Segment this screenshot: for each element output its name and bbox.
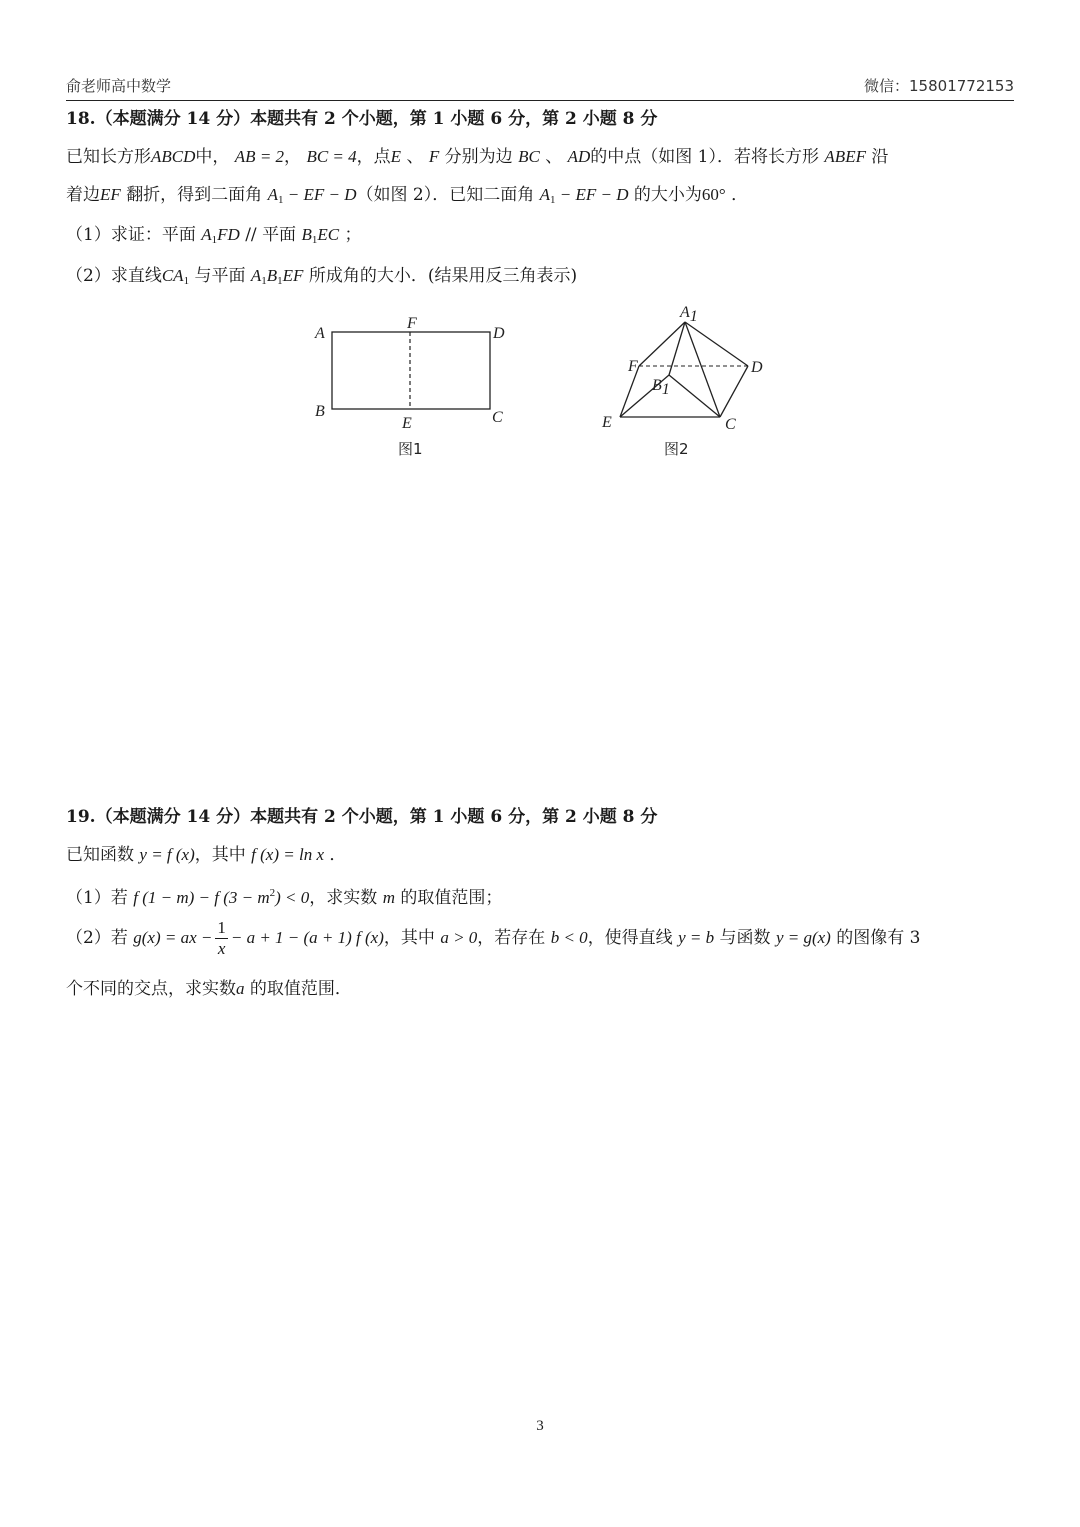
math: a > 0 bbox=[440, 928, 478, 947]
folded-diagram bbox=[590, 300, 780, 440]
superscript: 2 bbox=[269, 887, 276, 899]
subscript: 1 bbox=[311, 234, 318, 246]
text: 、 bbox=[406, 147, 424, 167]
math bbox=[162, 266, 189, 285]
q18-line2 bbox=[66, 180, 748, 206]
q19-part1 bbox=[66, 883, 502, 908]
label-b: B bbox=[315, 403, 325, 420]
math: f (x) = ln x bbox=[251, 845, 325, 864]
math: ) < 0 bbox=[275, 888, 310, 907]
math: a bbox=[236, 979, 245, 998]
math: BC bbox=[518, 147, 540, 166]
math: AB = 2 bbox=[234, 147, 285, 166]
math: b < 0 bbox=[550, 928, 588, 947]
label-b1-sub: 1 bbox=[661, 381, 670, 398]
label-f: F bbox=[628, 358, 638, 375]
angle-value: 60° bbox=[701, 185, 726, 204]
text: 所成角的大小．(结果用反三角表示) bbox=[308, 266, 578, 286]
text: 翻折，得到二面角 bbox=[126, 185, 263, 205]
text: 的取值范围． bbox=[249, 979, 352, 999]
label-e: E bbox=[602, 414, 612, 431]
text: 、 bbox=[545, 147, 563, 167]
math: y = f (x) bbox=[139, 845, 195, 864]
text: （1）求证：平面 bbox=[66, 225, 196, 245]
math: EF bbox=[100, 185, 121, 204]
edge-cd bbox=[720, 366, 748, 417]
q19-title: 19.（本题满分 14 分）本题共有 2 个小题，第 1 小题 6 分，第 2 小题 8 分 bbox=[66, 807, 658, 827]
math: AD bbox=[567, 147, 591, 166]
label-a1-letter: A bbox=[680, 304, 690, 321]
math: B bbox=[301, 225, 312, 244]
q18-part2 bbox=[66, 261, 577, 287]
text: ，求实数 bbox=[309, 888, 378, 908]
text: 的取值范围； bbox=[400, 888, 503, 908]
math: E bbox=[390, 147, 402, 166]
fraction-denominator: x bbox=[217, 939, 226, 958]
text: 已知长方形 bbox=[66, 147, 151, 167]
edge-a1d bbox=[685, 322, 748, 366]
math: − EF − D bbox=[555, 185, 629, 204]
label-b1 bbox=[652, 377, 670, 398]
figure-1-caption: 图1 bbox=[398, 440, 423, 458]
parallel-symbol: // bbox=[239, 225, 263, 245]
text: 着边 bbox=[66, 185, 100, 205]
subscript: 1 bbox=[277, 194, 284, 206]
label-a1-sub: 1 bbox=[689, 308, 698, 325]
math: FD bbox=[217, 225, 240, 244]
text: ，若存在 bbox=[477, 928, 546, 948]
text: ，使得直线 bbox=[587, 928, 673, 948]
q19-line1 bbox=[66, 840, 346, 865]
label-d: D bbox=[751, 359, 763, 376]
text: ，其中 bbox=[194, 845, 246, 865]
text: 的中点（如图 1）．若将长方形 bbox=[590, 147, 820, 167]
text: 沿 bbox=[871, 147, 889, 167]
text: 个不同的交点，求实数 bbox=[66, 979, 236, 999]
text: 的图像有 3 bbox=[836, 928, 921, 948]
label-e: E bbox=[402, 415, 412, 432]
math bbox=[133, 888, 309, 907]
math: ABCD bbox=[151, 147, 196, 166]
q18-line1 bbox=[66, 142, 888, 167]
math: A bbox=[250, 266, 262, 285]
math: − a + 1 − (a + 1) f (x) bbox=[230, 928, 384, 947]
label-c: C bbox=[492, 409, 503, 426]
math bbox=[201, 225, 240, 244]
subscript: 1 bbox=[211, 234, 218, 246]
figure-1 bbox=[300, 310, 530, 440]
rectangle-diagram bbox=[300, 310, 530, 440]
math: f (1 − m) − f (3 − m bbox=[133, 888, 270, 907]
text: 平面 bbox=[262, 225, 297, 245]
text: ，其中 bbox=[383, 928, 435, 948]
q18-part1 bbox=[66, 220, 362, 246]
label-c: C bbox=[725, 416, 736, 433]
text: （2）若 bbox=[66, 928, 128, 948]
math bbox=[268, 185, 357, 204]
figure-2-caption: 图2 bbox=[664, 440, 689, 458]
math bbox=[301, 225, 339, 244]
fraction-numerator: 1 bbox=[217, 918, 226, 937]
text: （2）求直线 bbox=[66, 266, 162, 286]
math: g(x) = ax − bbox=[133, 928, 213, 947]
text: （1）若 bbox=[66, 888, 128, 908]
text: 中， bbox=[195, 147, 230, 167]
text: 与函数 bbox=[719, 928, 771, 948]
text: ，点 bbox=[356, 147, 391, 167]
math: A bbox=[539, 185, 551, 204]
q19-line3 bbox=[66, 974, 352, 999]
text: 已知函数 bbox=[66, 845, 134, 865]
q18-title: 18.（本题满分 14 分）本题共有 2 个小题，第 1 小题 6 分，第 2 小题 8 分 bbox=[66, 109, 658, 129]
label-f: F bbox=[407, 315, 417, 332]
subscript: 1 bbox=[550, 194, 556, 206]
label-b1-letter: B bbox=[652, 377, 662, 394]
header-wechat: 微信：15801772153 bbox=[864, 77, 1014, 95]
header-author: 俞老师高中数学 bbox=[66, 77, 172, 95]
text: 分别为边 bbox=[444, 147, 513, 167]
math: m bbox=[382, 888, 395, 907]
q19-part2 bbox=[66, 918, 920, 959]
math: ABEF bbox=[824, 147, 866, 166]
math: F bbox=[428, 147, 440, 166]
math: EF bbox=[282, 266, 304, 285]
label-a1 bbox=[679, 304, 698, 325]
math: y = g(x) bbox=[775, 928, 831, 947]
text: ． bbox=[731, 185, 749, 205]
math: BC = 4 bbox=[306, 147, 357, 166]
math: − EF − D bbox=[283, 185, 357, 204]
subscript: 1 bbox=[277, 275, 283, 287]
label-a: A bbox=[315, 325, 325, 342]
math bbox=[251, 266, 304, 285]
fraction bbox=[215, 918, 228, 959]
figure-2 bbox=[590, 300, 780, 440]
rectangle-abcd bbox=[332, 332, 490, 409]
text: ． bbox=[329, 845, 347, 865]
math: EC bbox=[317, 225, 340, 244]
math: B bbox=[266, 266, 278, 285]
page-header bbox=[66, 78, 1014, 101]
text: 与平面 bbox=[194, 266, 246, 286]
page-number: 3 bbox=[536, 1418, 544, 1434]
math: CA bbox=[161, 266, 184, 285]
subscript: 1 bbox=[261, 275, 267, 287]
text: （如图 2）．已知二面角 bbox=[356, 185, 535, 205]
math bbox=[540, 185, 629, 204]
label-d: D bbox=[493, 325, 505, 342]
text: ； bbox=[344, 225, 362, 245]
text: ， bbox=[284, 147, 302, 167]
subscript: 1 bbox=[183, 275, 190, 287]
math: A bbox=[201, 225, 212, 244]
text: 的大小为 bbox=[633, 185, 702, 205]
math: y = b bbox=[678, 928, 715, 947]
math: A bbox=[267, 185, 278, 204]
